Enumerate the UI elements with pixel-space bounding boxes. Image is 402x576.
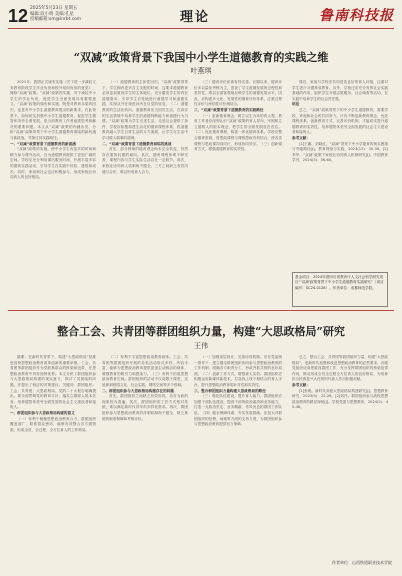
issue-date: 2025年5月23日 星期五 bbox=[30, 6, 78, 11]
article1-column-4: 课后，家庭与学校应共同营造良好的育人环境，注重对学生进行习惯养成教育。另外，学校还应充分发挥社会实践基地的作用，组织学生开展志愿服务、社会调查等活动，在实践中培养学生的社会责任感。 结语 总之，“双减”政策背景下的中小学生道德教育，需要学校、家庭和社会的共同努力。只有不断更新教育理念、优化课程体系、创新教育方式、完善评价机制，才能切实提升道德教育的实效性，培养德智体美劳全面发展的社会主义建设者和接班人。 参考文献： [1]王鹏，刘晓红。“双减”背景下中小学德育的现实困境与突破路径[J]。教育理论与实践，2023(12)：35-38。[2]李华。“双减”政策下家校社协同育人机制研究[J]。中国教育学刊，2024(3)：56-60。 bbox=[292, 80, 388, 163]
article1-column-2: （一）道德教育的主体性回归。“双减”政策背景下，学生拥有更多自主支配的时间，这要求道德教育必须更加重视学生的主体地位，充分激发学生的内在道德需求，引导学生自觉地进行道德学习和道德实践，实现从外在规范向内在自觉的转变。（二）道德教育的生活化转向。道德教育应当回归生活，在真实的生活情境中培养学生的道德判断能力和道德行为习惯。“双减”政策为学生走进生活、走进社会提供了条件，学校应积极构建生活化的德育课程体系，将道德教育融入学生日常生活的方方面面，让学生在生活中学习做人做事的道理。 二、“双减”政策背景下道德教育面临的挑战 首先，部分教师的德育观念尚未完全转变，仍然存在重智轻德的倾向。其次，德育课程体系不够完善，课程内容与学生实际生活存在一定脱节。再次，家校社协同育人机制尚不健全，三方之间缺乏有效沟通与合作，难以形成育人合力。 bbox=[102, 80, 188, 174]
issue-editors: 编辑:段小明 美编:孔星 bbox=[30, 11, 74, 17]
article1-column-3: （三）德育评价体系有待完善。长期以来，德育评价多以量化考核为主，忽视了学生道德发展的过程性和差异性，难以全面客观地反映学生的道德发展水平。因此，应构建多元化、发展性的德育评价体系，注重过程性评价与终结性评价相结合。 三、“双减”政策背景下道德教育的实践路径 （一）更新德育理念，树立以生为本的育人观。教育工作者应深刻认识“双减”政策的育人导向，牢固树立立德树人的根本理念，把学生的全面发展放在首位。（二）优化德育课程，构建一体化德育体系。学校应整合德育资源，将思政课程与课程思政有机结合，使各类课程与思政课同向同行，形成协同效应。（三）创新德育方式，增强道德教育的实效性。 bbox=[194, 80, 282, 152]
article2-author: 王伟 bbox=[194, 342, 208, 350]
article2-column-1: 摘要：在新时代背景下，构建“大思政格局”是推进高校思想政治教育改革创新的重要举措。工会、共青团等群团组织作为党联系群众的桥梁和纽带，在思想政治教育中具有独特优势。本文分析了群团组织参与大思政格局构建的现实意义，探讨了其面临的问题，并提出了相应的对策建议。关键词：群团组织；工会；共青团；大思政格局。党的二十大报告明确提出，要全面贯彻党的教育方针，落实立德树人根本任务，培养德智体美劳全面发展的社会主义建设者和接班人。 一、群团组织参与大思政格局构建的意义 （一）有利于凝聚思想政治教育合力。群团组织覆盖面广、联系群众密切，能够有效整合各方面资源，形成全员、全过程、全方位育人的工作格局。 bbox=[10, 355, 96, 432]
article1-title: “双减”政策背景下我国中小学生道德教育的实践之维 bbox=[73, 51, 329, 64]
article2-column-2: （二）有利于丰富思想政治教育载体。工会、共青团等群团组织开展的各类活动形式多样、内容丰富，能够为思想政治教育提供更加生动鲜活的载体，增强教育的吸引力和感染力。（三）有利于拓展思想政治教育空间。群团组织的活动不仅局限于课堂，还延伸到校园文化、社会实践、网络空间等多个领域。 二、群团组织参与大思政格局构建存在的问题 首先，群团组织之间缺乏有效协同，各自为政的现象较为普遍。其次，群团组织的工作方式相对传统，难以满足新时代青年的多样化需求。再次，群团组织参与思想政治教育的体制机制尚不健全，缺乏系统的制度保障和考核评价。 bbox=[102, 355, 188, 421]
page-number: 12 bbox=[8, 6, 29, 26]
issue-email: 投稿邮箱:sm@lnrbt.com bbox=[30, 17, 82, 23]
fund-note-box bbox=[292, 272, 388, 307]
section-title: 理论 bbox=[180, 10, 211, 25]
article1-author: 叶燕琪 bbox=[190, 67, 212, 75]
issue-meta bbox=[30, 6, 140, 23]
article1-column-1: 2021年，我国正式颁布实施《关于进一步减轻义务教育阶段学生作业负担和校外培训负担的意见》，简称“双减”政策。“双减”政策的实施，对于减轻中小学生的学业负担、促进学生全面发展具有重要意义。“双减”政策的颁布和实施，既是对教育本质的回归，也是对中小学生道德教育提出的新要求。在此背景下，如何切实加强中小学生道德教育，促进学生德智体美劳全面发展，是当前教育工作者亟需思考和解决的重要问题。本文从“双减”政策的内涵出发，分析“双减”政策背景下中小学生道德教育面临的新机遇与新挑战，并探讨其实践路径。 一、“双减”政策背景下道德教育的新意涵 “双减”政策的实施，使中小学生有更多的时间和精力参与课外活动，这为道德教育提供了更加广阔的空间。学校应充分利用课后服务时间，开展丰富多彩的德育实践活动，引导学生在实践中体验、感悟和成长。同时，家庭和社会也应积极参与，形成家校社协同育人的良好格局。 bbox=[10, 80, 96, 180]
article2-column-4: 总之，整合工会、共青团等群团组织力量，构建“大思政格局”，是新时代加强和改进思想政治教育的必然要求。各级党组织应高度重视群团工作，充分发挥群团组织的桥梁纽带作用，推动形成全员全过程全方位育人的良好格局，为培养担当民族复兴大任的时代新人作出积极贡献。 参考文献： [1]张明。新时代高校大思政格局构建研究[J]。思想教育研究，2023(5)：22-26。[2]刘洋。群团组织参与高校思想政治教育的路径探析[J]。学校党建与思想教育，2024(2)：45-48。 bbox=[292, 355, 388, 410]
article-divider bbox=[8, 310, 394, 311]
header-rule bbox=[8, 28, 394, 29]
article2-column-3: （一）加强顶层设计，完善协同机制。应在党委统一领导下，建立健全群团组织协同参与思想政治教育的工作机制，明确各方职责分工，形成齐抓共管的良好局面。（二）创新工作方式，增强育人实效。群团组织应积极运用新媒体新技术，打造线上线下相结合的育人平台，提升思想政治教育的针对性和实效性。 三、整合群团组织力量构建大思政格局的路径 （三）强化队伍建设，提升育人能力。群团组织应加强干部队伍建设，提高干部的政治素质和业务能力，打造一支政治坚定、业务精湛、作风优良的群团工作队伍。（四）健全保障体系，夯实发展基础。应加大对群团组织的经费、场地等方面的支持力度，为群团组织参与思想政治教育提供有力保障。 bbox=[194, 355, 282, 427]
page-header bbox=[0, 0, 402, 30]
newspaper-masthead: 鲁南科技报 bbox=[319, 8, 394, 24]
article2-author-unit: 作者单位：山西铁道职业技术学院 bbox=[332, 560, 392, 565]
fund-note-text: 基金项目：2024年度四川省教育厅人文社会科学研究项目“‘双减’政策背景下中小学生道德教育实践研究”（项目编号：SC24-0128）。作者单位：成都师范学院。 bbox=[295, 275, 384, 290]
article2-title: 整合工会、共青团等群团组织力量，构建“大思政格局”研究 bbox=[57, 325, 345, 338]
